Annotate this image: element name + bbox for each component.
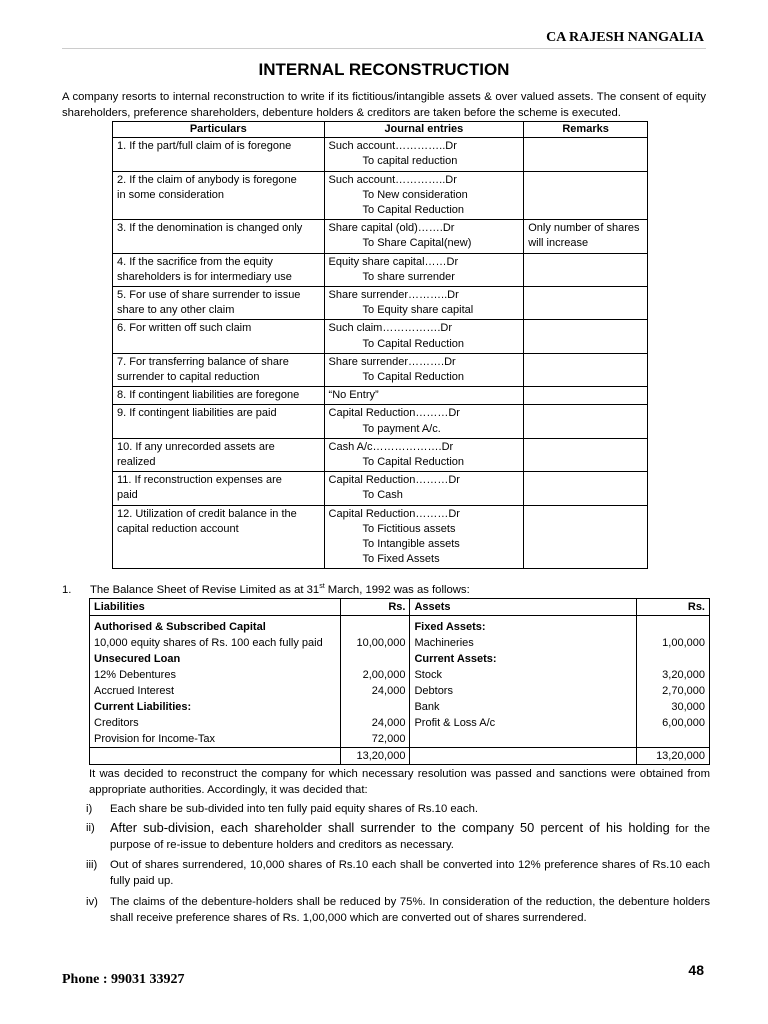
table-row xyxy=(90,651,710,667)
particulars-cell-line: paid xyxy=(117,489,138,502)
table-row xyxy=(113,320,648,353)
bs-unsecured-title: Unsecured Loan xyxy=(90,651,341,667)
table-row xyxy=(113,472,648,505)
question-number: 1. xyxy=(62,583,72,596)
table-row xyxy=(113,253,648,286)
journal-entry-cell xyxy=(324,387,524,405)
balance-sheet-table xyxy=(89,598,710,765)
bs-cell-empty xyxy=(340,651,410,667)
remarks-cell xyxy=(524,405,648,438)
particulars-cell xyxy=(113,353,325,386)
bs-cell-empty xyxy=(410,731,637,748)
bs-total-liabilities: 13,20,000 xyxy=(340,748,410,765)
particulars-cell-line: 6. For written off such claim xyxy=(117,322,252,335)
remarks-cell xyxy=(524,287,648,320)
list-text: Out of shares surrendered, 10,000 shares of Rs.10 each shall be converted into 12% preference shares of Rs.10 each fully paid up. xyxy=(110,859,710,887)
header-divider xyxy=(62,48,706,49)
particulars-cell-line: 7. For transferring balance of share xyxy=(117,355,289,368)
question-text-before: The Balance Sheet of Revise Limited as at 31 xyxy=(90,583,320,596)
particulars-cell xyxy=(113,287,325,320)
balance-sheet-total-row xyxy=(90,748,710,765)
bs-provision-tax: Provision for Income-Tax xyxy=(90,731,341,748)
particulars-cell-line: share to any other claim xyxy=(117,304,235,317)
journal-entry-cell xyxy=(324,405,524,438)
journal-entry-cell xyxy=(324,438,524,471)
particulars-cell xyxy=(113,171,325,220)
list-number: ii) xyxy=(86,822,95,834)
bs-current-assets-title: Current Assets: xyxy=(410,651,637,667)
intro-paragraph: A company resorts to internal reconstruction to write if its fictitious/intangible assets & over valued assets. The consent of equity shareholders, preference shareholders, debenture holders & creditors are taken before the scheme is executed. xyxy=(62,91,706,119)
bs-machineries: Machineries xyxy=(410,635,637,651)
remarks-cell-line: Only number of shares xyxy=(528,222,640,235)
question-heading xyxy=(62,583,470,596)
bs-header-liabilities: Liabilities xyxy=(90,599,341,616)
journal-entry-cell-line: Share surrender………..Dr xyxy=(328,289,459,302)
table-row xyxy=(113,138,648,171)
journal-entry-cell xyxy=(324,353,524,386)
list-number: iii) xyxy=(86,859,98,871)
journal-entry-cell xyxy=(324,253,524,286)
bs-profit-loss-amount: 6,00,000 xyxy=(637,715,710,731)
particulars-cell-line: 12. Utilization of credit balance in the xyxy=(117,507,297,520)
remarks-cell xyxy=(524,138,648,171)
bs-cell-empty xyxy=(637,731,710,748)
journal-table-header xyxy=(113,122,648,138)
bs-creditors: Creditors xyxy=(90,715,341,731)
journal-entry-cell-line: To Share Capital(new) xyxy=(362,237,472,250)
journal-entry-cell-line: Cash A/c……………….Dr xyxy=(328,440,454,453)
journal-entry-cell-line: Capital Reduction………Dr xyxy=(328,474,460,487)
journal-entry-cell-line: To Cash xyxy=(362,489,403,502)
particulars-cell xyxy=(113,387,325,405)
particulars-cell-line: 3. If the denomination is changed only xyxy=(117,222,303,235)
bs-cell-empty xyxy=(90,748,341,765)
table-row xyxy=(90,635,710,651)
journal-entry-cell-line: To capital reduction xyxy=(362,155,458,168)
particulars-cell-line: 10. If any unrecorded assets are xyxy=(117,440,275,453)
list-text: Each share be sub-divided into ten fully paid equity shares of Rs.10 each. xyxy=(110,803,478,815)
bs-debentures-amount: 2,00,000 xyxy=(340,667,410,683)
particulars-cell xyxy=(113,472,325,505)
table-row xyxy=(90,731,710,748)
journal-entry-cell-line: Such claim…………….Dr xyxy=(328,322,452,335)
particulars-cell-line: 1. If the part/full claim of is foregone xyxy=(117,140,292,153)
particulars-cell-line: capital reduction account xyxy=(117,522,239,535)
table-row xyxy=(113,438,648,471)
remarks-cell xyxy=(524,438,648,471)
header-journal-entries: Journal entries xyxy=(324,122,524,138)
bs-auth-title: Authorised & Subscribed Capital xyxy=(90,616,341,636)
table-row xyxy=(113,353,648,386)
table-row xyxy=(90,667,710,683)
journal-entry-cell-line: Capital Reduction………Dr xyxy=(328,407,460,420)
bs-total-assets: 13,20,000 xyxy=(637,748,710,765)
journal-entry-cell-line: To Capital Reduction xyxy=(362,371,465,384)
remarks-cell xyxy=(524,253,648,286)
particulars-cell xyxy=(113,438,325,471)
balance-sheet-header xyxy=(90,599,710,616)
journal-entry-cell-line: To share surrender xyxy=(362,270,455,283)
journal-entry-cell-line: Capital Reduction………Dr xyxy=(328,507,460,520)
bs-equity-line: 10,000 equity shares of Rs. 100 each fully paid xyxy=(90,635,341,651)
journal-entry-cell xyxy=(324,505,524,569)
remarks-cell xyxy=(524,171,648,220)
list-item xyxy=(86,801,710,817)
page-title: INTERNAL RECONSTRUCTION xyxy=(258,60,510,79)
journal-entry-cell-line: “No Entry” xyxy=(328,389,379,402)
journal-entry-cell-line: To Intangible assets xyxy=(362,538,460,551)
journal-entry-cell-line: To Capital Reduction xyxy=(362,204,465,217)
particulars-cell-line: 2. If the claim of anybody is foregone xyxy=(117,173,297,186)
journal-entry-cell-line: Such account…………..Dr xyxy=(328,173,457,186)
particulars-cell-line: surrender to capital reduction xyxy=(117,371,260,384)
bs-interest-amount: 24,000 xyxy=(340,683,410,699)
bs-debtors-amount: 2,70,000 xyxy=(637,683,710,699)
journal-entry-cell-line: To Capital Reduction xyxy=(362,456,465,469)
bs-stock-amount: 3,20,000 xyxy=(637,667,710,683)
remarks-cell xyxy=(524,353,648,386)
particulars-cell-line: 9. If contingent liabilities are paid xyxy=(117,407,277,420)
journal-entry-cell-line: To Fictitious assets xyxy=(362,522,456,535)
particulars-cell xyxy=(113,220,325,253)
particulars-cell-line: shareholders is for intermediary use xyxy=(117,270,292,283)
table-row xyxy=(90,616,710,636)
remarks-cell xyxy=(524,505,648,569)
bs-tax-amount: 72,000 xyxy=(340,731,410,748)
decision-paragraph: It was decided to reconstruct the company for which necessary resolution was passed and sanctions were obtained from appropriate authorities. Accordingly, it was decided that: xyxy=(89,768,710,796)
list-text: The claims of the debenture-holders shall be reduced by 75%. In consideration of the reduction, the debenture holders shall receive preference shares of Rs. 1,00,000 which are converted out of shares surrendered. xyxy=(110,896,710,924)
journal-entry-cell-line: Such account…………..Dr xyxy=(328,140,457,153)
particulars-cell-line: in some consideration xyxy=(117,188,225,201)
list-item xyxy=(86,857,710,889)
bs-debentures: 12% Debentures xyxy=(90,667,341,683)
bs-cell-empty xyxy=(410,748,637,765)
bs-profit-loss: Profit & Loss A/c xyxy=(410,715,637,731)
table-row xyxy=(113,171,648,220)
footer-phone: Phone : 99031 33927 xyxy=(62,972,185,987)
particulars-cell-line: 5. For use of share surrender to issue xyxy=(117,289,301,302)
table-row xyxy=(90,683,710,699)
question-sup: st xyxy=(319,583,325,590)
particulars-cell xyxy=(113,138,325,171)
table-row xyxy=(113,287,648,320)
remarks-cell xyxy=(524,320,648,353)
bs-fixed-title: Fixed Assets: xyxy=(410,616,637,636)
journal-entry-cell xyxy=(324,171,524,220)
bs-cell-empty xyxy=(340,616,410,636)
table-row xyxy=(90,715,710,731)
header-particulars: Particulars xyxy=(113,122,325,138)
particulars-cell xyxy=(113,405,325,438)
bs-bank-amount: 30,000 xyxy=(637,699,710,715)
list-text-wrapper xyxy=(110,820,710,853)
bs-cell-empty xyxy=(637,616,710,636)
journal-entry-cell xyxy=(324,138,524,171)
remarks-cell-line: will increase xyxy=(528,237,589,250)
question-text-after: March, 1992 was as follows: xyxy=(324,583,470,596)
journal-entry-cell xyxy=(324,472,524,505)
header-remarks: Remarks xyxy=(524,122,648,138)
particulars-cell-line: 4. If the sacrifice from the equity xyxy=(117,255,273,268)
table-row xyxy=(113,220,648,253)
table-row xyxy=(113,405,648,438)
particulars-cell-line: realized xyxy=(117,456,156,469)
bs-bank: Bank xyxy=(410,699,637,715)
journal-entry-cell-line: Share surrender……….Dr xyxy=(328,355,456,368)
author-name: CA RAJESH NANGALIA xyxy=(546,30,704,45)
particulars-cell-line: 11. If reconstruction expenses are xyxy=(117,474,282,487)
journal-entry-cell-line: To Fixed Assets xyxy=(362,553,440,566)
table-row xyxy=(90,699,710,715)
bs-equity-amount: 10,00,000 xyxy=(340,635,410,651)
particulars-cell xyxy=(113,505,325,569)
particulars-cell xyxy=(113,253,325,286)
particulars-cell-line: 8. If contingent liabilities are foregone xyxy=(117,389,300,402)
bs-header-rs-liabilities: Rs. xyxy=(340,599,410,616)
bs-accrued-interest: Accrued Interest xyxy=(90,683,341,699)
page-number: 48 xyxy=(688,962,704,978)
bs-current-liabilities-title: Current Liabilities: xyxy=(90,699,341,715)
bs-stock: Stock xyxy=(410,667,637,683)
table-row xyxy=(113,387,648,405)
journal-entries-table xyxy=(112,121,648,569)
bs-machineries-amount: 1,00,000 xyxy=(637,635,710,651)
journal-entry-cell xyxy=(324,287,524,320)
journal-entry-cell-line: To payment A/c. xyxy=(362,422,441,435)
list-text: for the purpose of re-issue to debenture holders and creditors as necessary. xyxy=(110,823,710,851)
journal-entry-cell-line: Equity share capital……Dr xyxy=(328,255,459,268)
journal-entry-cell-line: To Equity share capital xyxy=(362,304,474,317)
bs-cell-empty xyxy=(637,651,710,667)
journal-entry-cell-line: To Capital Reduction xyxy=(362,337,465,350)
journal-entry-cell-line: Share capital (old)…….Dr xyxy=(328,222,455,235)
remarks-cell xyxy=(524,472,648,505)
bs-debtors: Debtors xyxy=(410,683,637,699)
journal-entry-cell xyxy=(324,320,524,353)
remarks-cell xyxy=(524,387,648,405)
list-item xyxy=(86,894,710,926)
bs-header-assets: Assets xyxy=(410,599,637,616)
journal-entry-cell xyxy=(324,220,524,253)
list-number: i) xyxy=(86,803,93,815)
journal-entry-cell-line: To New consideration xyxy=(362,188,468,201)
list-item xyxy=(86,820,710,853)
bs-cell-empty xyxy=(340,699,410,715)
particulars-cell xyxy=(113,320,325,353)
bs-header-rs-assets: Rs. xyxy=(637,599,710,616)
bs-creditors-amount: 24,000 xyxy=(340,715,410,731)
table-row xyxy=(113,505,648,569)
list-number: iv) xyxy=(86,896,98,908)
remarks-cell xyxy=(524,220,648,253)
list-text-large: After sub-division, each shareholder shall surrender to the company 50 percent of his holding xyxy=(110,820,670,835)
